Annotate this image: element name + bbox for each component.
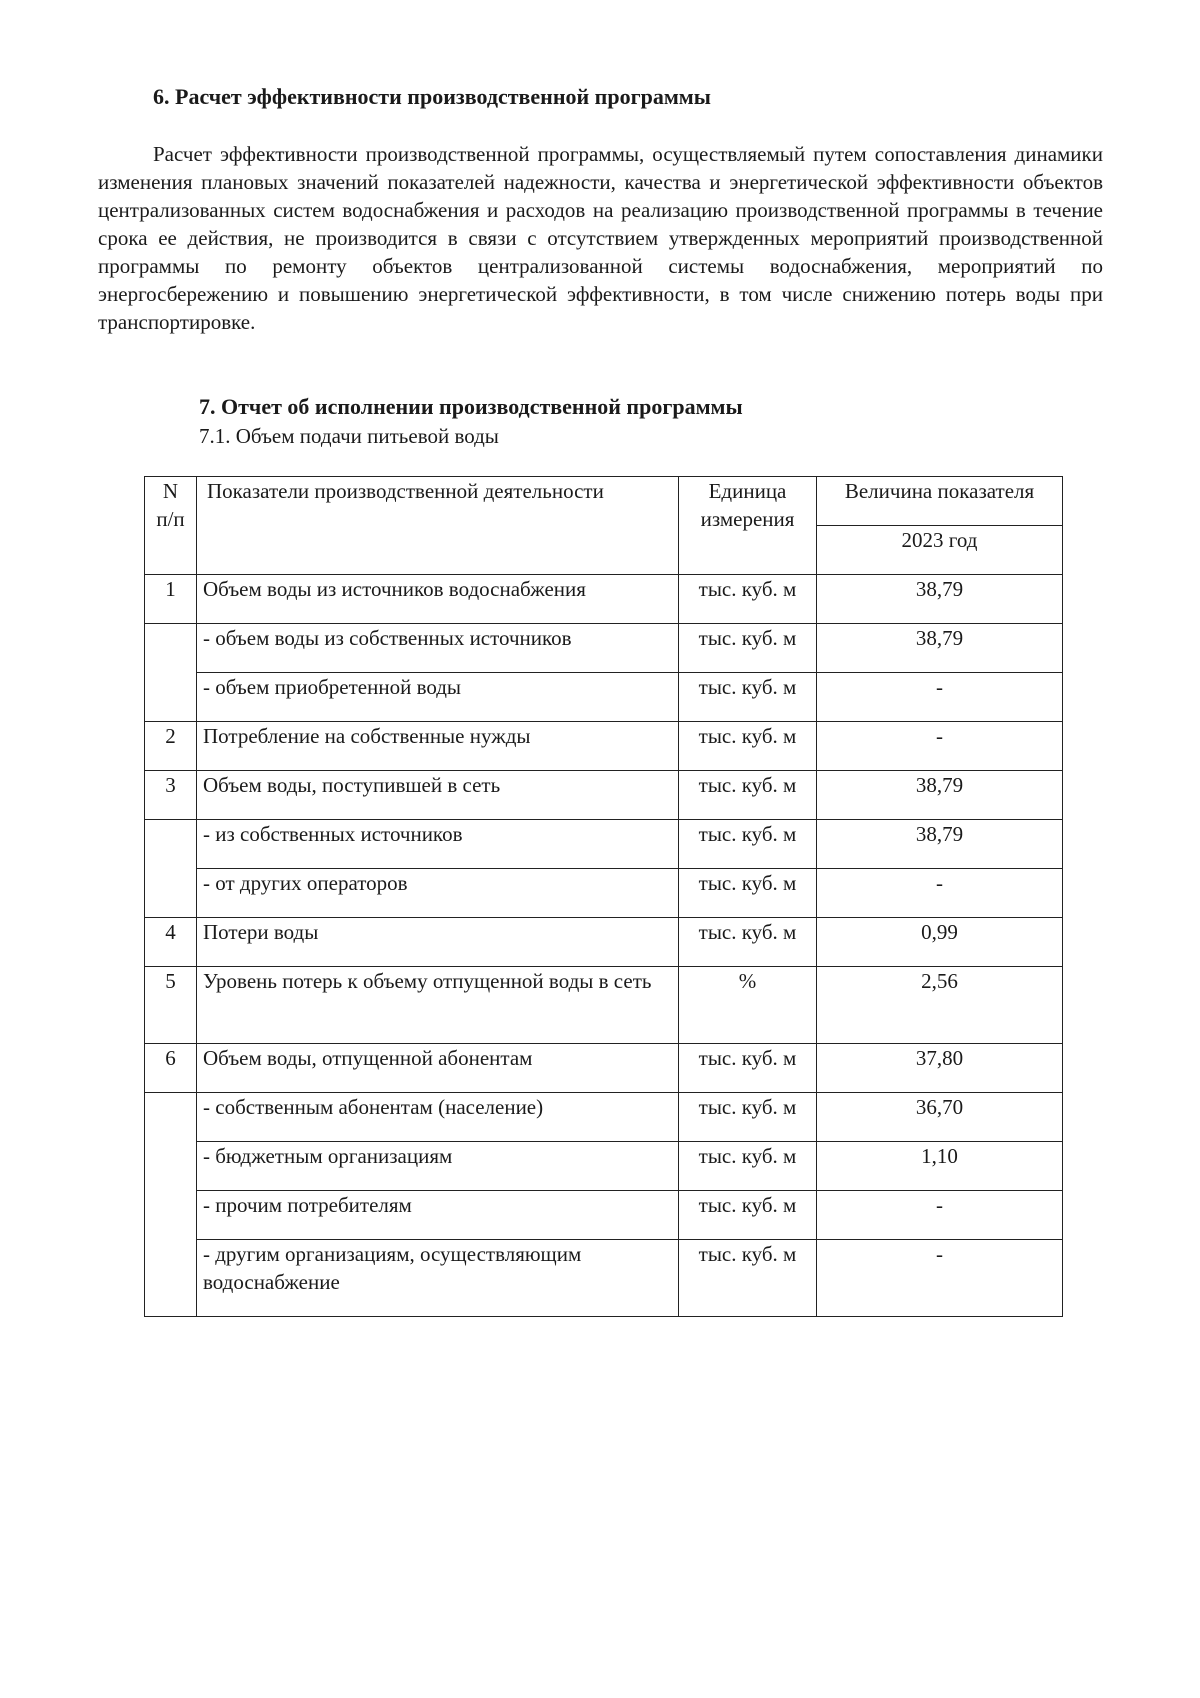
row-unit: % <box>679 967 817 1044</box>
row-number: 6 <box>145 1044 197 1093</box>
row-indicator: - бюджетным организациям <box>197 1142 679 1191</box>
row-value: - <box>817 722 1063 771</box>
row-unit: тыс. куб. м <box>679 624 817 673</box>
row-unit: тыс. куб. м <box>679 575 817 624</box>
table-row <box>145 967 1063 1044</box>
row-number <box>145 1093 197 1317</box>
row-unit: тыс. куб. м <box>679 869 817 918</box>
header-number <box>145 477 197 575</box>
row-value: 37,80 <box>817 1044 1063 1093</box>
row-value: 38,79 <box>817 624 1063 673</box>
row-number <box>145 624 197 722</box>
row-unit: тыс. куб. м <box>679 820 817 869</box>
section-7-heading: 7. Отчет об исполнении производственной программы <box>199 394 743 419</box>
table-row <box>145 624 1063 673</box>
water-supply-table <box>144 476 1063 1317</box>
row-indicator: Объем воды из источников водоснабжения <box>197 575 679 624</box>
row-indicator: - от других операторов <box>197 869 679 918</box>
table-row <box>145 1044 1063 1093</box>
table-row <box>145 575 1063 624</box>
row-number: 5 <box>145 967 197 1044</box>
row-value: 36,70 <box>817 1093 1063 1142</box>
table-row <box>145 673 1063 722</box>
row-unit: тыс. куб. м <box>679 1093 817 1142</box>
row-value: - <box>817 1240 1063 1317</box>
header-number-line1: N <box>162 479 179 503</box>
row-indicator: Уровень потерь к объему отпущенной воды в сеть <box>197 967 679 1044</box>
row-unit: тыс. куб. м <box>679 1044 817 1093</box>
section-6-paragraph: Расчет эффективности производственной программы, осуществляемый путем сопоставления динамики изменения плановых значений показателей надежности, качества и энергетической эффективности объектов централизованных систем водоснабжения и расходов на реализацию производственной программы в течение срока ее действия, не производится в связи с отсутствием утвержденных мероприятий производственной программы по ремонту объектов централизованной системы водоснабжения, мероприятий по энергосбережению и повышению энергетической эффективности, в том числе снижению потерь воды при транспортировке. <box>98 142 1103 334</box>
row-value: 1,10 <box>817 1142 1063 1191</box>
row-value: - <box>817 869 1063 918</box>
row-unit: тыс. куб. м <box>679 771 817 820</box>
table-row <box>145 820 1063 869</box>
row-number: 1 <box>145 575 197 624</box>
row-value: 38,79 <box>817 575 1063 624</box>
table-row <box>145 869 1063 918</box>
header-indicator: Показатели производственной деятельности <box>197 477 679 575</box>
table-row <box>145 771 1063 820</box>
row-value: - <box>817 673 1063 722</box>
table-row <box>145 918 1063 967</box>
header-unit: Единица измерения <box>679 477 817 575</box>
row-indicator: - объем приобретенной воды <box>197 673 679 722</box>
section-6-heading: 6. Расчет эффективности производственной программы <box>153 84 711 109</box>
row-unit: тыс. куб. м <box>679 918 817 967</box>
row-number: 2 <box>145 722 197 771</box>
header-number-line2: п/п <box>156 507 185 531</box>
row-indicator: - из собственных источников <box>197 820 679 869</box>
row-number: 4 <box>145 918 197 967</box>
row-indicator: Объем воды, отпущенной абонентам <box>197 1044 679 1093</box>
row-unit: тыс. куб. м <box>679 1142 817 1191</box>
row-number: 3 <box>145 771 197 820</box>
row-value: 38,79 <box>817 771 1063 820</box>
row-unit: тыс. куб. м <box>679 673 817 722</box>
row-value: 38,79 <box>817 820 1063 869</box>
row-indicator: - собственным абонентам (население) <box>197 1093 679 1142</box>
row-unit: тыс. куб. м <box>679 722 817 771</box>
row-indicator: Потери воды <box>197 918 679 967</box>
row-value: 2,56 <box>817 967 1063 1044</box>
row-unit: тыс. куб. м <box>679 1191 817 1240</box>
table-row <box>145 1093 1063 1142</box>
header-year: 2023 год <box>817 526 1063 575</box>
row-value: 0,99 <box>817 918 1063 967</box>
table-header-row <box>145 477 1063 526</box>
row-indicator: - прочим потребителям <box>197 1191 679 1240</box>
row-unit: тыс. куб. м <box>679 1240 817 1317</box>
row-indicator: - объем воды из собственных источников <box>197 624 679 673</box>
table-row <box>145 1191 1063 1240</box>
row-indicator: Потребление на собственные нужды <box>197 722 679 771</box>
section-7-1-subheading: 7.1. Объем подачи питьевой воды <box>199 424 499 448</box>
table-row <box>145 1240 1063 1317</box>
table-row <box>145 722 1063 771</box>
row-number <box>145 820 197 918</box>
row-indicator: - другим организациям, осуществляющим водоснабжение <box>197 1240 679 1317</box>
row-indicator: Объем воды, поступившей в сеть <box>197 771 679 820</box>
row-value: - <box>817 1191 1063 1240</box>
table-row <box>145 1142 1063 1191</box>
header-value: Величина показателя <box>817 477 1063 526</box>
